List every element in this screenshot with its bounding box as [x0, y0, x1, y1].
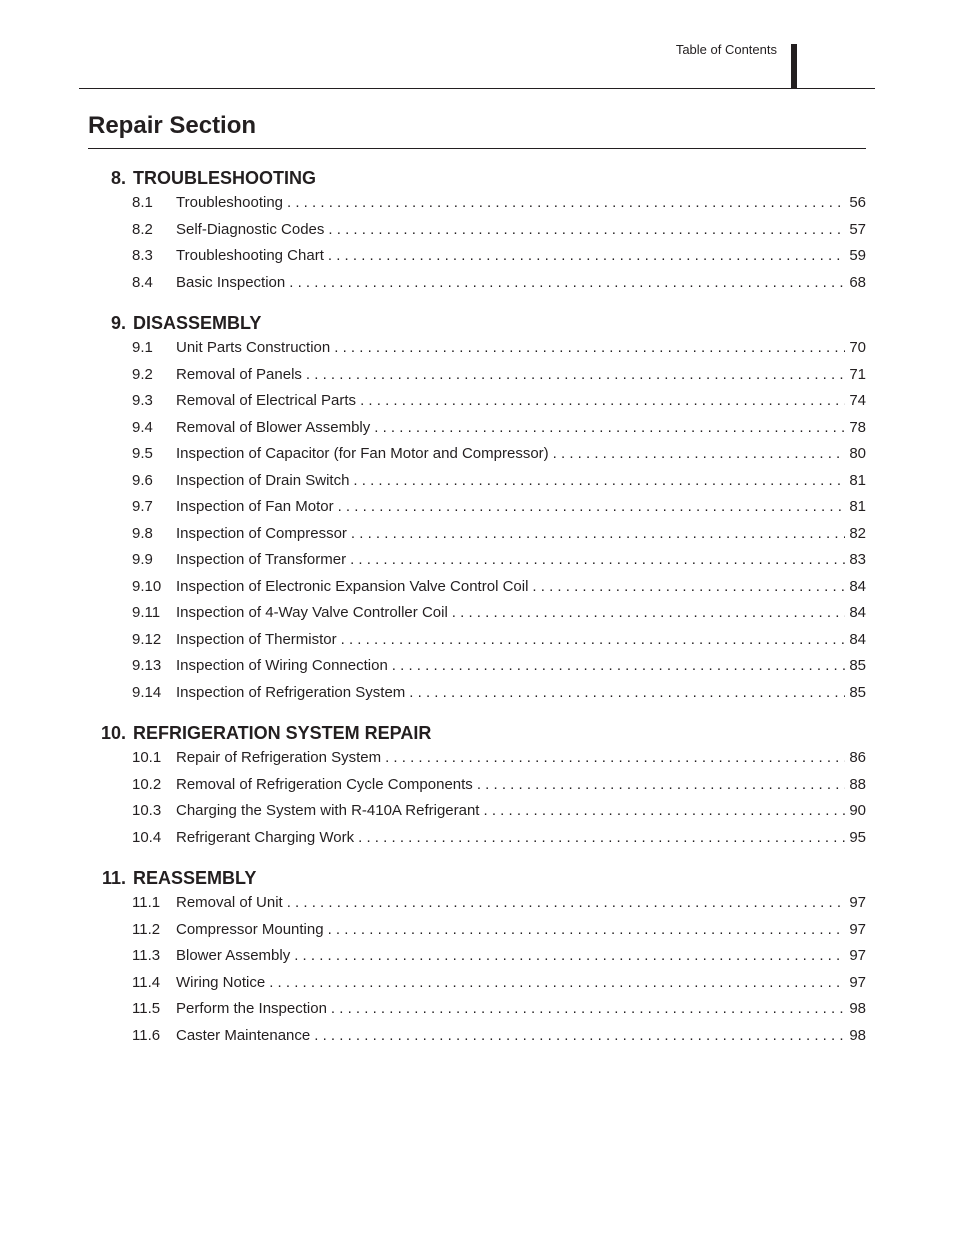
chapter-title: DISASSEMBLY: [133, 313, 262, 333]
entry-page-number: 83: [849, 551, 866, 568]
running-header: [0, 0, 954, 90]
toc-chapter: [88, 723, 866, 851]
toc-entry[interactable]: [88, 943, 866, 970]
dot-leader: [328, 917, 846, 944]
entry-page-number: 98: [849, 1026, 866, 1044]
entry-page-number: 97: [849, 947, 866, 964]
toc-entry[interactable]: [88, 468, 866, 495]
entry-title: Inspection of Transformer: [176, 551, 347, 568]
dot-leader: [338, 494, 846, 521]
entry-title: Wiring Notice: [176, 973, 266, 991]
entry-number: 9.14: [132, 683, 162, 701]
entry-number: 10.3: [132, 802, 162, 819]
toc-entry[interactable]: [88, 653, 866, 680]
entry-title: Unit Parts Construction: [176, 339, 331, 356]
toc-entry[interactable]: [88, 680, 866, 707]
entry-number: 9.13: [132, 657, 162, 674]
entry-page-number: 90: [849, 802, 866, 819]
toc-entry[interactable]: [88, 825, 866, 852]
entry-title: Removal of Blower Assembly: [176, 418, 371, 436]
toc-entry[interactable]: [88, 1023, 866, 1050]
chapter-title: REASSEMBLY: [133, 868, 257, 888]
toc-entry[interactable]: [88, 745, 866, 772]
dot-leader: [452, 600, 846, 627]
entry-number: 8.2: [132, 220, 153, 238]
chapter-number: 10.: [100, 723, 126, 743]
dot-leader: [294, 943, 845, 970]
entry-page-number: 78: [849, 418, 866, 436]
chapter-number: 8.: [110, 168, 126, 188]
toc-chapter: [88, 168, 866, 296]
toc-entry[interactable]: [88, 415, 866, 442]
toc-entry[interactable]: [88, 547, 866, 574]
entry-number: 11.3: [132, 947, 161, 964]
entry-page-number: 85: [849, 657, 866, 674]
dot-leader: [306, 362, 845, 389]
toc-entry[interactable]: [88, 494, 866, 521]
dot-leader: [351, 521, 845, 548]
toc-entry[interactable]: [88, 574, 866, 601]
entry-number: 11.2: [132, 920, 161, 938]
chapter-number: 11.: [101, 868, 126, 888]
dot-leader: [328, 217, 845, 244]
toc-entry[interactable]: [88, 917, 866, 944]
toc-entry[interactable]: [88, 600, 866, 627]
dot-leader: [289, 270, 845, 297]
toc-entry[interactable]: [88, 772, 866, 799]
entry-page-number: 68: [849, 273, 866, 291]
entry-number: 9.3: [132, 392, 153, 409]
toc-entry[interactable]: [88, 335, 866, 362]
entry-title: Inspection of Fan Motor: [176, 498, 334, 515]
entry-number: 9.5: [132, 445, 153, 462]
entry-page-number: 56: [849, 194, 866, 211]
entry-number: 8.3: [132, 247, 153, 264]
entry-title: Troubleshooting Chart: [176, 247, 324, 264]
entry-title: Refrigerant Charging Work: [176, 828, 355, 846]
entry-number: 10.1: [132, 749, 162, 766]
entry-title: Blower Assembly: [176, 947, 291, 964]
dot-leader: [287, 190, 845, 217]
dot-leader: [328, 243, 845, 270]
toc-entry[interactable]: [88, 627, 866, 654]
title-rule: [88, 148, 866, 149]
dot-leader: [334, 335, 845, 362]
entry-number: 9.6: [132, 471, 153, 489]
toc-entry[interactable]: [88, 270, 866, 297]
chapter-heading[interactable]: [88, 723, 866, 745]
entry-title: Compressor Mounting: [176, 920, 324, 938]
header-rule: [79, 88, 875, 89]
dot-leader: [341, 627, 846, 654]
entry-page-number: 70: [849, 339, 866, 356]
dot-leader: [483, 798, 845, 825]
chapter-title: REFRIGERATION SYSTEM REPAIR: [133, 723, 432, 743]
entry-title: Removal of Unit: [176, 894, 283, 911]
section-tab-marker: [791, 44, 797, 88]
entry-page-number: 57: [849, 220, 866, 238]
table-of-contents: [88, 168, 866, 1049]
entry-page-number: 97: [849, 894, 866, 911]
entry-number: 8.4: [132, 273, 153, 291]
entry-title: Inspection of Compressor: [176, 524, 347, 542]
entry-title: Inspection of Capacitor (for Fan Motor and Compressor): [176, 445, 549, 462]
dot-leader: [409, 680, 845, 707]
entry-page-number: 97: [849, 973, 866, 991]
entry-number: 10.4: [132, 828, 162, 846]
entry-number: 9.11: [132, 604, 161, 621]
entry-title: Perform the Inspection: [176, 1000, 327, 1017]
toc-entry[interactable]: [88, 996, 866, 1023]
entry-number: 10.2: [132, 775, 162, 793]
entry-title: Removal of Electrical Parts: [176, 392, 357, 409]
entry-number: 9.2: [132, 365, 153, 383]
entry-number: 9.9: [132, 551, 153, 568]
entry-page-number: 84: [849, 630, 866, 648]
chapter-heading[interactable]: [88, 168, 866, 190]
entry-title: Inspection of 4-Way Valve Controller Coil: [176, 604, 448, 621]
toc-entry[interactable]: [88, 521, 866, 548]
entry-page-number: 81: [849, 471, 866, 489]
entry-number: 9.8: [132, 524, 153, 542]
entry-title: Basic Inspection: [176, 273, 286, 291]
entry-title: Removal of Panels: [176, 365, 302, 383]
entry-title: Inspection of Drain Switch: [176, 471, 350, 489]
toc-entry[interactable]: [88, 441, 866, 468]
entry-number: 9.10: [132, 577, 162, 595]
entry-title: Inspection of Thermistor: [176, 630, 337, 648]
dot-leader: [385, 745, 845, 772]
entry-title: Repair of Refrigeration System: [176, 749, 382, 766]
entry-page-number: 97: [849, 920, 866, 938]
entry-title: Caster Maintenance: [176, 1026, 311, 1044]
chapter-heading[interactable]: [88, 313, 866, 335]
entry-page-number: 95: [849, 828, 866, 846]
entry-title: Removal of Refrigeration Cycle Components: [176, 775, 473, 793]
entry-number: 11.5: [132, 1000, 161, 1017]
entry-title: Troubleshooting: [176, 194, 284, 211]
entry-page-number: 88: [849, 775, 866, 793]
entry-title: Charging the System with R-410A Refrigerant: [176, 802, 480, 819]
dot-leader: [269, 970, 845, 997]
entry-number: 9.12: [132, 630, 162, 648]
entry-title: Inspection of Electronic Expansion Valve Control Coil: [176, 577, 529, 595]
entry-page-number: 59: [849, 247, 866, 264]
page-title: Repair Section: [88, 112, 257, 139]
dot-leader: [532, 574, 845, 601]
chapter-number: 9.: [110, 313, 126, 333]
entry-number: 11.6: [132, 1026, 161, 1044]
entry-number: 8.1: [132, 194, 153, 211]
toc-entry[interactable]: [88, 388, 866, 415]
dot-leader: [353, 468, 845, 495]
entry-page-number: 86: [849, 749, 866, 766]
toc-entry[interactable]: [88, 798, 866, 825]
entry-number: 9.7: [132, 498, 153, 515]
dot-leader: [331, 996, 845, 1023]
toc-chapter: [88, 868, 866, 1049]
entry-page-number: 81: [849, 498, 866, 515]
entry-number: 11.4: [132, 973, 161, 991]
dot-leader: [553, 441, 846, 468]
entry-page-number: 84: [849, 604, 866, 621]
entry-page-number: 71: [849, 365, 866, 383]
entry-page-number: 98: [849, 1000, 866, 1017]
entry-page-number: 85: [849, 683, 866, 701]
entry-title: Inspection of Refrigeration System: [176, 683, 406, 701]
entry-number: 9.1: [132, 339, 153, 356]
dot-leader: [392, 653, 846, 680]
toc-entry[interactable]: [88, 217, 866, 244]
dot-leader: [358, 825, 845, 852]
entry-page-number: 80: [849, 445, 866, 462]
dot-leader: [314, 1023, 845, 1050]
toc-chapter: [88, 313, 866, 706]
dot-leader: [477, 772, 846, 799]
toc-entry[interactable]: [88, 243, 866, 270]
entry-page-number: 74: [849, 392, 866, 409]
entry-title: Self-Diagnostic Codes: [176, 220, 325, 238]
dot-leader: [360, 388, 845, 415]
dot-leader: [374, 415, 845, 442]
toc-entry[interactable]: [88, 362, 866, 389]
entry-number: 9.4: [132, 418, 153, 436]
entry-number: 11.1: [132, 894, 161, 911]
entry-title: Inspection of Wiring Connection: [176, 657, 388, 674]
toc-entry[interactable]: [88, 890, 866, 917]
toc-entry[interactable]: [88, 190, 866, 217]
chapter-heading[interactable]: [88, 868, 866, 890]
chapter-title: TROUBLESHOOTING: [133, 168, 316, 188]
dot-leader: [350, 547, 845, 574]
dot-leader: [287, 890, 846, 917]
entry-page-number: 84: [849, 577, 866, 595]
entry-page-number: 82: [849, 524, 866, 542]
running-header-label: Table of Contents: [675, 42, 777, 57]
toc-entry[interactable]: [88, 970, 866, 997]
